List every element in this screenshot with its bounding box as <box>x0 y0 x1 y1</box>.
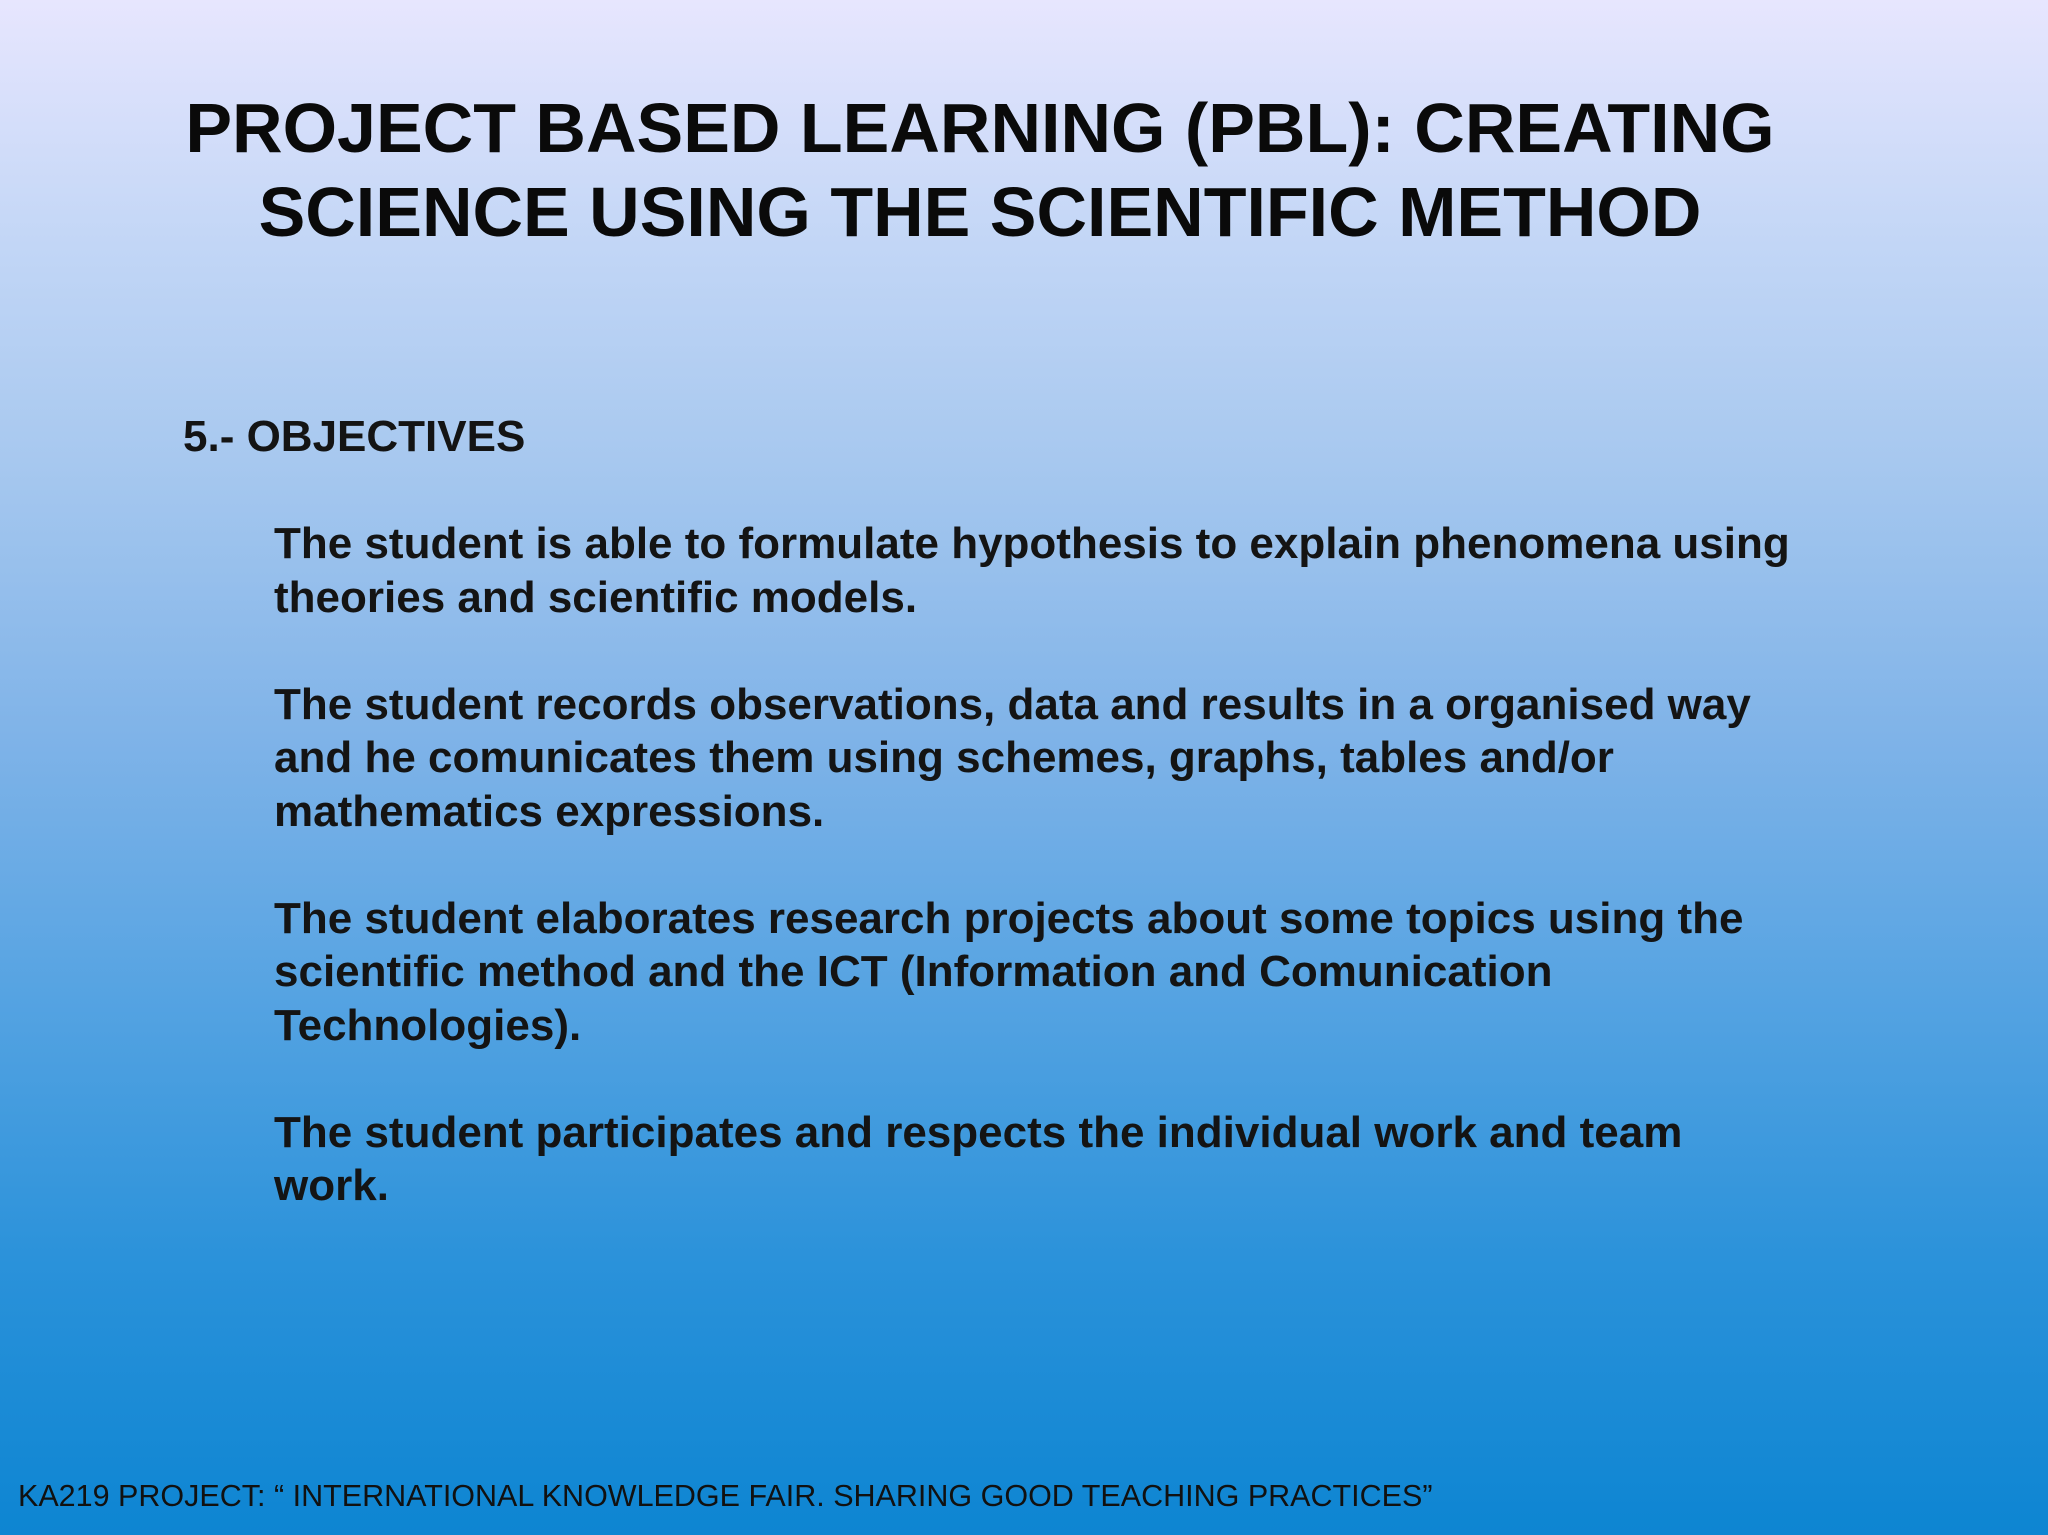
slide-footer: KA219 PROJECT: “ INTERNATIONAL KNOWLEDGE FAIR. SHARING GOOD TEACHING PRACTICES” <box>18 1479 1433 1513</box>
objective-item: The student participates and respects the individual work and team work. <box>274 1107 1683 1210</box>
slide-title: PROJECT BASED LEARNING (PBL): CREATING SCIENCE USING THE SCIENTIFIC METHOD <box>185 89 1775 251</box>
objectives-list <box>274 517 1794 1213</box>
objective-item: The student elaborates research projects about some topics using the scientific method and the ICT (Information and Comunication Technologies). <box>274 893 1744 1050</box>
objective-item: The student records observations, data and results in a organised way and he comunicates them using schemes, graphs, tables and/or mathematics expressions. <box>274 679 1751 836</box>
objective-item: The student is able to formulate hypothesis to explain phenomena using theories and scientific models. <box>274 519 1790 622</box>
section-heading: 5.- OBJECTIVES <box>183 412 526 461</box>
